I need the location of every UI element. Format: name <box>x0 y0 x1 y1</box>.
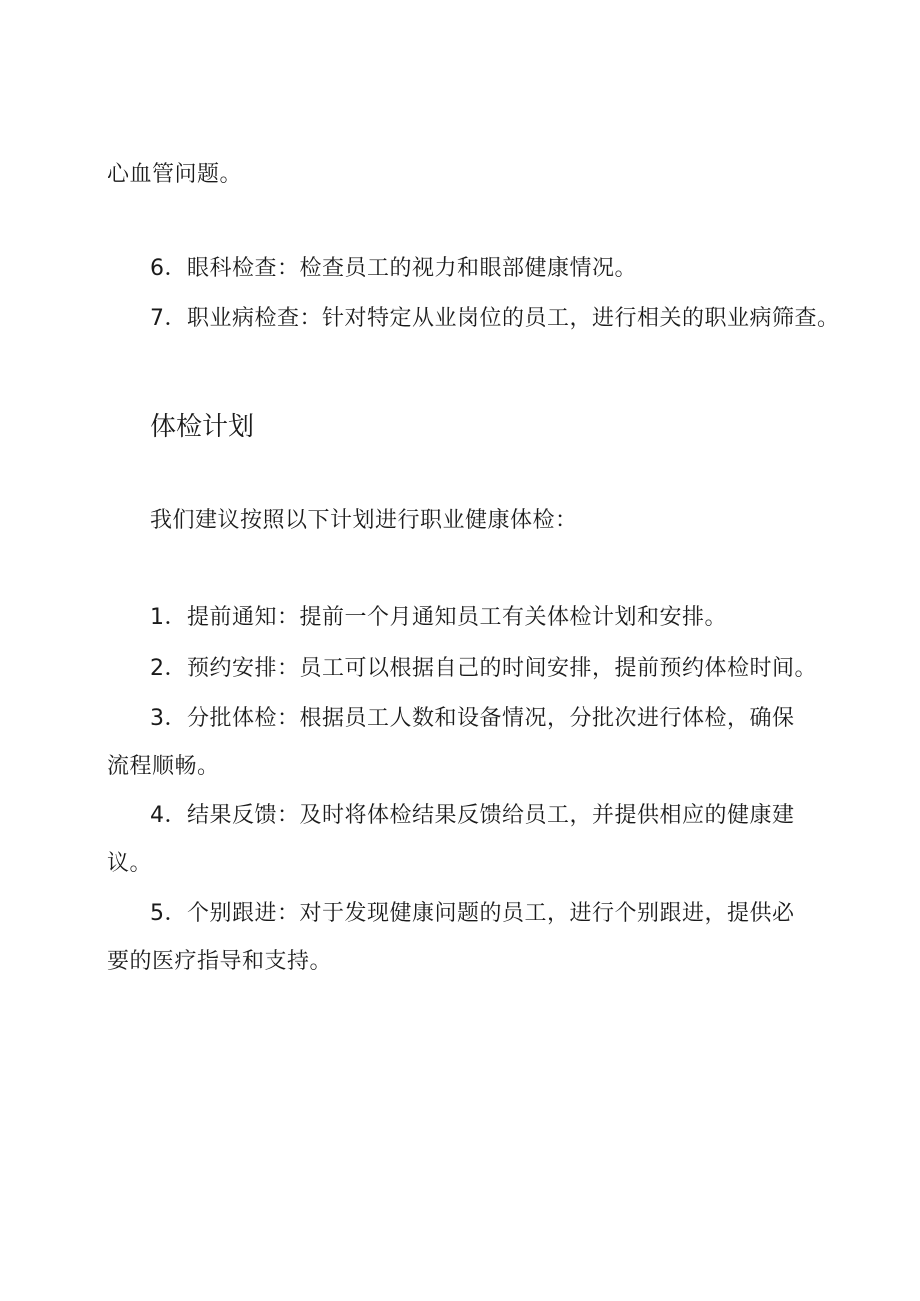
exam-item-7: 7．职业病检查：针对特定从业岗位的员工，进行相关的职业病筛查。 <box>150 306 840 331</box>
plan-item-5-line1: 5．个别跟进：对于发现健康问题的员工，进行个别跟进，提供必 <box>150 901 795 926</box>
plan-item-2: 2．预约安排：员工可以根据自己的时间安排，提前预约体检时间。 <box>150 656 817 681</box>
plan-item-5-line2: 要的医疗指导和支持。 <box>107 949 333 974</box>
plan-item-4-line2: 议。 <box>107 851 153 876</box>
exam-item-6: 6．眼科检查：检查员工的视力和眼部健康情况。 <box>150 256 637 281</box>
plan-intro: 我们建议按照以下计划进行职业健康体检： <box>150 508 578 533</box>
plan-item-3-line1: 3．分批体检：根据员工人数和设备情况，分批次进行体检，确保 <box>150 706 795 731</box>
plan-item-4-line1: 4．结果反馈：及时将体检结果反馈给员工，并提供相应的健康建 <box>150 803 795 828</box>
section-heading: 体检计划 <box>150 412 255 442</box>
continuation-text: 心血管问题。 <box>107 162 243 187</box>
plan-item-3-line2: 流程顺畅。 <box>107 754 220 779</box>
plan-item-1: 1．提前通知：提前一个月通知员工有关体检计划和安排。 <box>150 605 727 630</box>
